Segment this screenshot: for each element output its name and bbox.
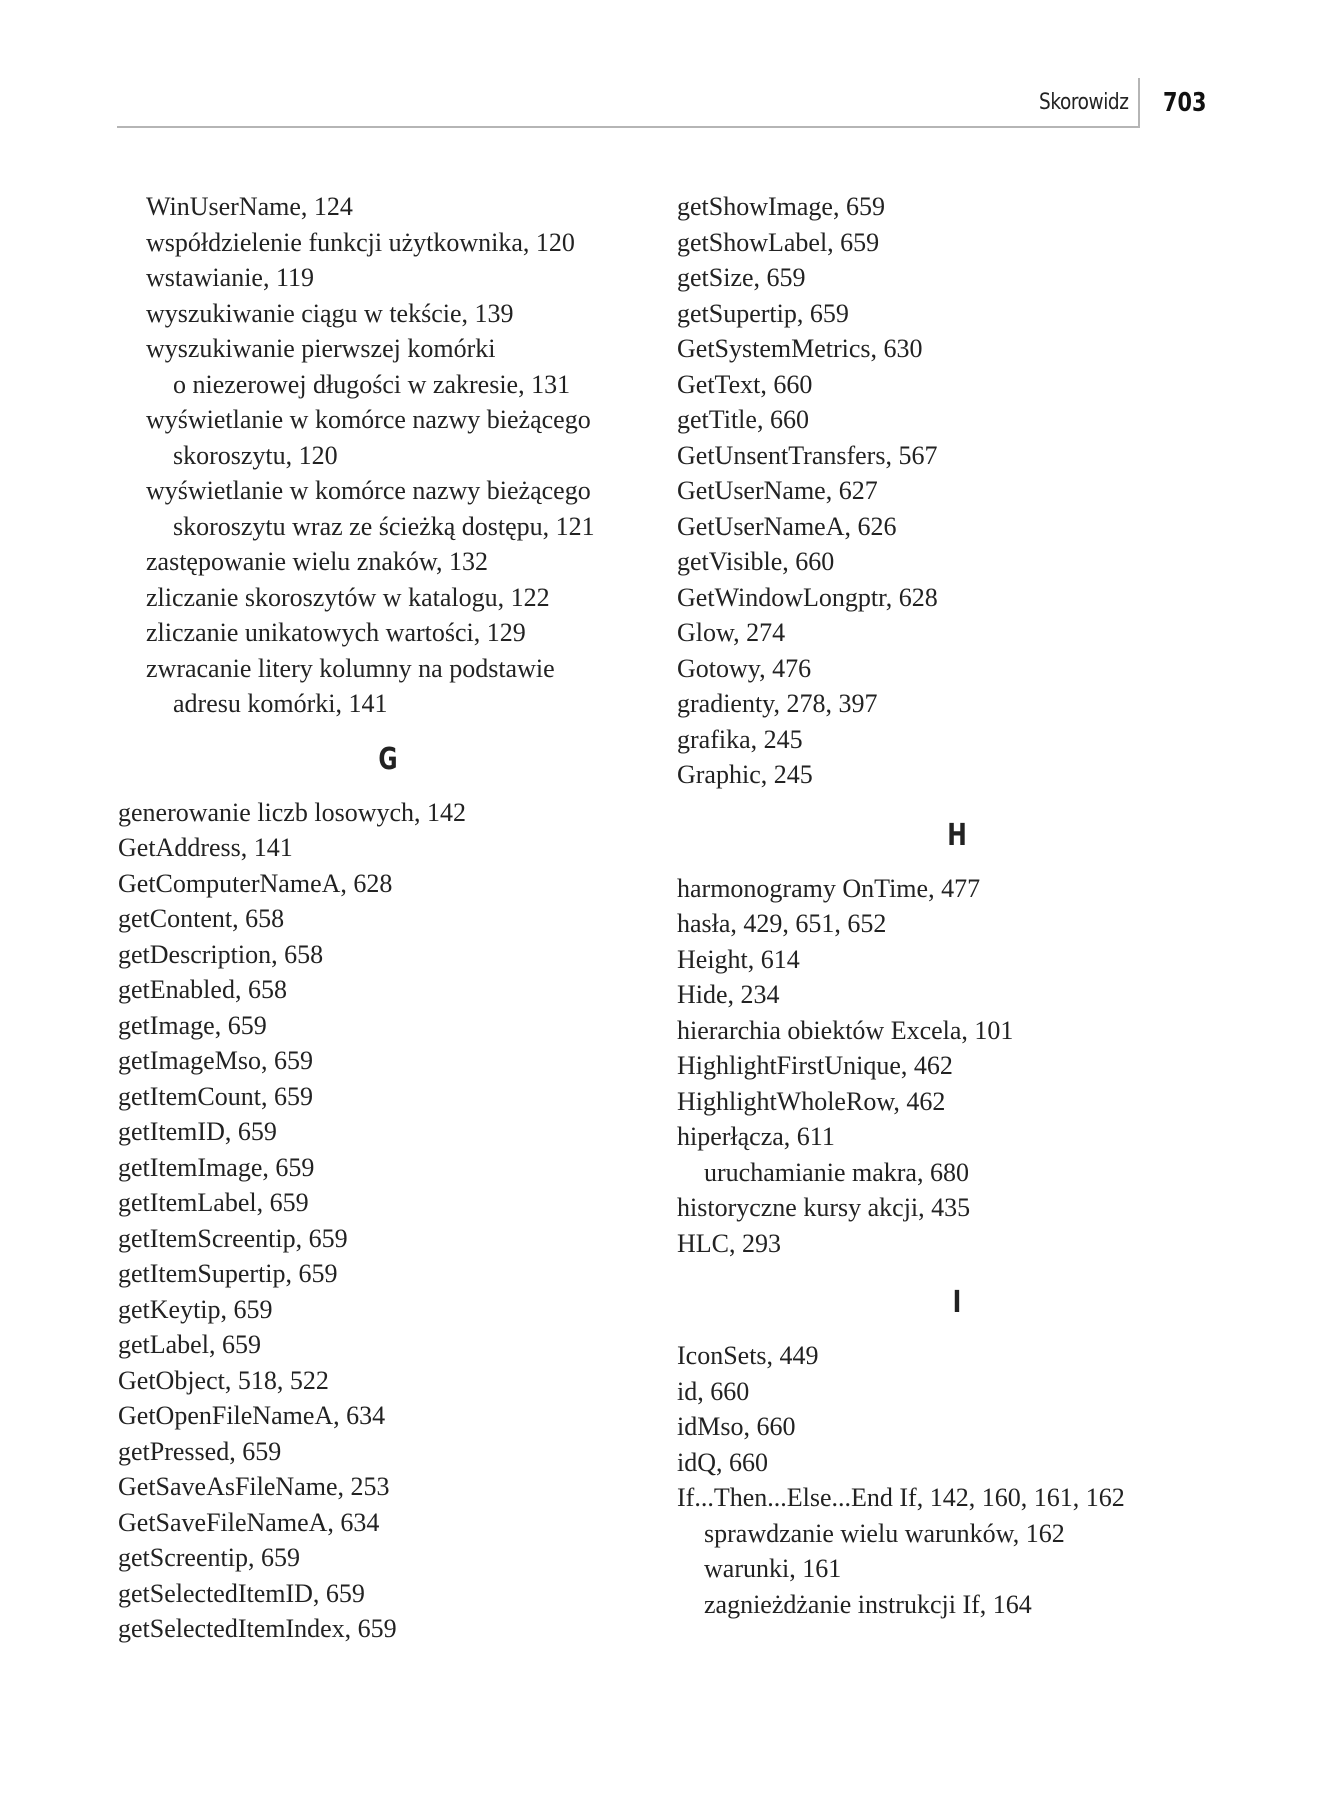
page-header — [117, 78, 1215, 130]
index-column-left — [118, 189, 658, 1647]
index-entry: getShowLabel, 659 — [677, 227, 880, 257]
section-heading-h: H — [947, 817, 967, 853]
index-subentry: sprawdzanie wielu warunków, 162 — [704, 1518, 1065, 1548]
index-entry: Graphic, 245 — [677, 760, 813, 789]
index-entry: hiperłącza, 611 — [677, 1122, 835, 1151]
running-head: Skorowidz — [1039, 90, 1129, 115]
index-entry: harmonogramy OnTime, 477 — [677, 873, 981, 903]
index-entry: zastępowanie wielu znaków, 132 — [146, 547, 488, 576]
index-entry: Gotowy, 476 — [677, 653, 812, 683]
index-entry: GetWindowLongptr, 628 — [677, 582, 938, 612]
index-entry: getImageMso, 659 — [118, 1046, 313, 1075]
index-entry: Height, 614 — [677, 944, 800, 974]
index-entry: grafika, 245 — [677, 724, 803, 754]
index-column-right — [677, 189, 1237, 1622]
index-entry: wyszukiwanie ciągu w tekście, 139 — [146, 298, 514, 328]
index-entry: GetSaveAsFileName, 253 — [118, 1472, 390, 1501]
index-entry: IconSets, 449 — [677, 1341, 819, 1370]
index-entry: wyświetlanie w komórce nazwy bieżącego — [146, 405, 591, 434]
index-entry: getLabel, 659 — [118, 1330, 261, 1359]
index-entry: współdzielenie funkcji użytkownika, 120 — [146, 227, 575, 257]
index-entry: getPressed, 659 — [118, 1436, 282, 1466]
index-subentry: warunki, 161 — [704, 1554, 842, 1583]
index-entry-continuation: skoroszytu wraz ze ścieżką dostępu, 121 — [173, 511, 595, 541]
index-entry: GetUserName, 627 — [677, 476, 878, 505]
index-entry: Glow, 274 — [677, 618, 786, 647]
index-entry: GetObject, 518, 522 — [118, 1365, 329, 1395]
index-entry: wstawianie, 119 — [146, 263, 314, 292]
index-entry: getVisible, 660 — [677, 547, 835, 576]
index-entry: idMso, 660 — [677, 1412, 796, 1441]
index-entry: generowanie liczb losowych, 142 — [118, 797, 467, 827]
index-entry: getScreentip, 659 — [118, 1543, 300, 1572]
index-entry: getItemScreentip, 659 — [118, 1223, 348, 1253]
index-entry: GetUnsentTransfers, 567 — [677, 440, 938, 470]
index-entry: getShowImage, 659 — [677, 192, 885, 221]
section-heading-g: G — [378, 741, 398, 777]
index-entry: getSelectedItemIndex, 659 — [118, 1614, 397, 1643]
index-entry: GetSystemMetrics, 630 — [677, 334, 923, 363]
header-rule — [117, 126, 1139, 128]
index-subentry: uruchamianie makra, 680 — [704, 1157, 969, 1187]
index-entry: GetComputerNameA, 628 — [118, 868, 393, 898]
index-entry: HighlightFirstUnique, 462 — [677, 1051, 953, 1080]
index-entry: getContent, 658 — [118, 904, 285, 933]
index-entry: historyczne kursy akcji, 435 — [677, 1193, 971, 1222]
header-divider — [1138, 78, 1140, 128]
index-entry: HLC, 293 — [677, 1228, 781, 1258]
index-entry: GetText, 660 — [677, 369, 813, 399]
index-entry: zliczanie skoroszytów w katalogu, 122 — [146, 582, 550, 612]
index-entry: getItemLabel, 659 — [118, 1188, 309, 1217]
index-entry: getItemID, 659 — [118, 1117, 277, 1146]
index-entry: getTitle, 660 — [677, 405, 809, 434]
index-entry: HighlightWholeRow, 462 — [677, 1086, 946, 1116]
index-entry: wyszukiwanie pierwszej komórki — [146, 334, 496, 363]
index-entry: getItemCount, 659 — [118, 1081, 313, 1111]
index-entry: getKeytip, 659 — [118, 1294, 273, 1324]
index-entry-continuation: adresu komórki, 141 — [173, 689, 388, 718]
index-entry: idQ, 660 — [677, 1447, 768, 1477]
index-entry: gradienty, 278, 397 — [677, 689, 878, 718]
index-entry: getSupertip, 659 — [677, 298, 849, 328]
index-entry: getSelectedItemID, 659 — [118, 1578, 365, 1608]
index-entry: GetAddress, 141 — [118, 833, 293, 862]
section-heading-i: I — [952, 1285, 962, 1320]
index-entry: getImage, 659 — [118, 1010, 267, 1040]
index-entry: zliczanie unikatowych wartości, 129 — [146, 618, 526, 647]
index-subentry: zagnieżdżanie instrukcji If, 164 — [704, 1589, 1032, 1619]
index-entry-continuation: skoroszytu, 120 — [173, 440, 338, 470]
index-entry: WinUserName, 124 — [146, 192, 353, 221]
index-entry: getEnabled, 658 — [118, 975, 287, 1004]
index-entry: getDescription, 658 — [118, 939, 324, 969]
index-entry: If...Then...Else...End If, 142, 160, 161, 162 — [677, 1483, 1125, 1512]
index-entry: GetSaveFileNameA, 634 — [118, 1507, 380, 1537]
index-entry: hierarchia obiektów Excela, 101 — [677, 1015, 1014, 1045]
index-entry: GetUserNameA, 626 — [677, 511, 897, 541]
index-entry: getItemSupertip, 659 — [118, 1259, 338, 1288]
index-entry: id, 660 — [677, 1376, 750, 1406]
index-entry: Hide, 234 — [677, 980, 780, 1009]
index-entry: wyświetlanie w komórce nazwy bieżącego — [146, 476, 591, 505]
index-entry: getSize, 659 — [677, 263, 806, 292]
index-entry: GetOpenFileNameA, 634 — [118, 1401, 386, 1430]
page-number: 703 — [1163, 88, 1207, 118]
index-entry: zwracanie litery kolumny na podstawie — [146, 653, 555, 683]
index-entry-continuation: o niezerowej długości w zakresie, 131 — [173, 369, 571, 399]
index-entry: getItemImage, 659 — [118, 1152, 315, 1182]
index-entry: hasła, 429, 651, 652 — [677, 909, 887, 938]
